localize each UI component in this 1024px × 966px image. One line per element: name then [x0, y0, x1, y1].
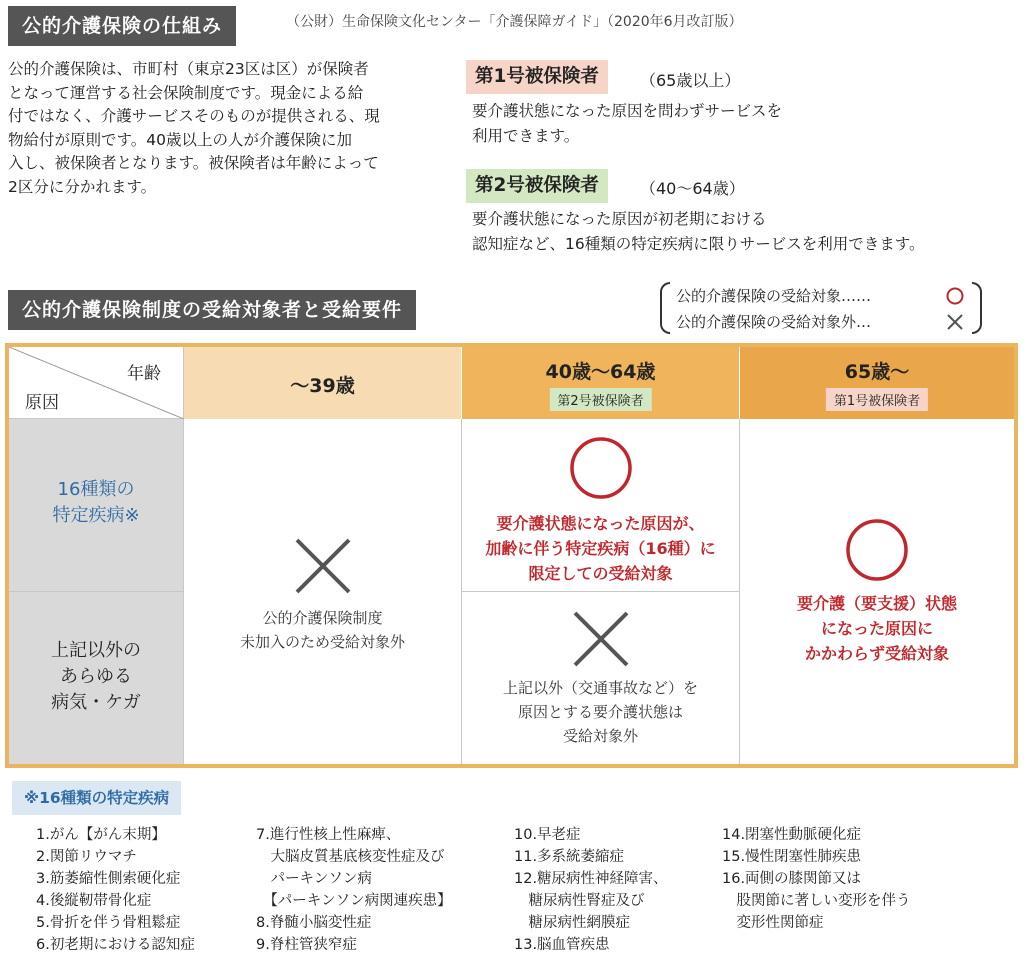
insured-type1-desc-line: 要介護状態になった原因を問わずサービスを: [472, 102, 783, 120]
disease-item: パーキンソン病: [256, 871, 372, 887]
cell-line: 加齢に伴う特定疾病（16種）に: [485, 539, 716, 558]
disease-item: 13.脳血管疾患: [514, 937, 610, 953]
circle-icon: [946, 287, 964, 305]
legend-not-covered-label: 公的介護保険の受給対象外…: [676, 313, 872, 331]
specified-diseases-title: ※16種類の特定疾病: [12, 781, 181, 815]
insured-type1-badge: 第1号被保険者: [826, 388, 928, 411]
disease-item: 12.糖尿病性神経障害、: [514, 871, 668, 887]
insured-type1-desc: [472, 99, 782, 149]
disease-item: 7.進行性核上性麻痺、: [256, 827, 401, 843]
cell-under39-text: [184, 606, 461, 654]
disease-item: 5.骨折を伴う骨粗鬆症: [36, 915, 181, 931]
cell-65-plus: [740, 419, 1014, 764]
cross-icon: [294, 537, 352, 595]
col-header-40-64: [462, 347, 740, 419]
cell-line: になった原因に: [820, 619, 933, 638]
legend-covered-label: 公的介護保険の受給対象……: [676, 287, 872, 305]
corner-age-label: 年齢: [127, 364, 161, 384]
insured-type2-desc-line: 要介護状態になった原因が初老期における: [472, 210, 767, 228]
legend-bracket-left: [660, 282, 670, 334]
circle-icon: [568, 435, 634, 501]
cell-40-64-specified: [462, 419, 740, 592]
disease-item: 6.初老期における認知症: [36, 937, 195, 953]
col-header-65-plus-text: 65歳～: [844, 361, 910, 383]
cell-line: 未加入のため受給対象外: [239, 633, 405, 651]
insured-type2-desc-line: 認知症など、16種類の特定疾病に限りサービスを利用できます。: [472, 235, 925, 253]
row-header-specified-diseases: [9, 419, 184, 592]
disease-item: 【パーキンソン病関連疾患】: [256, 893, 452, 909]
row-header-line: 病気・ケガ: [51, 692, 141, 713]
intro-line: 付ではなく、介護サービスそのものが提供される、現: [8, 107, 380, 125]
cell-line: 原因とする要介護状態は: [517, 703, 683, 721]
disease-item: 10.早老症: [514, 827, 581, 843]
row-header-other-causes-text: [9, 638, 183, 716]
disease-item: 9.脊柱管狭窄症: [256, 937, 357, 953]
disease-item: 4.後縦靭帯骨化症: [36, 893, 152, 909]
cell-40-64-other: [462, 592, 740, 764]
intro-line: 公的介護保険は、市町村（東京23区は区）が保険者: [8, 60, 369, 78]
legend-bracket-right: [972, 282, 982, 334]
disease-item: 15.慢性閉塞性肺疾患: [722, 849, 862, 865]
insured-type2-age: （40～64歳）: [640, 179, 745, 198]
row-header-line: 特定疾病※: [52, 505, 140, 526]
cell-line: 公的介護保険制度: [262, 609, 383, 627]
diseases-column-1: [36, 824, 195, 956]
disease-item: 8.脊髄小脳変性症: [256, 915, 372, 931]
section-title-mechanism: 公的介護保険の仕組み: [8, 6, 236, 46]
table-corner-header: [9, 347, 184, 419]
disease-item: 3.筋萎縮性側索硬化症: [36, 871, 181, 887]
intro-line: 入し、被保険者となります。被保険者は年齢によって: [8, 154, 379, 172]
disease-item: 1.がん【がん末期】: [36, 827, 166, 843]
cell-line: 上記以外（交通事故など）を: [502, 679, 698, 697]
intro-paragraph: [8, 58, 440, 199]
disease-item: 14.閉塞性動脈硬化症: [722, 827, 862, 843]
cell-line: かかわらず受給対象: [804, 644, 949, 663]
col-header-65-plus: [740, 347, 1014, 419]
insured-type1-label: 第1号被保険者: [466, 60, 608, 94]
cross-icon: [572, 610, 630, 668]
section-title-eligibility: 公的介護保険制度の受給対象者と受給要件: [8, 290, 416, 330]
cell-40-64-specified-text: [462, 511, 739, 586]
cell-65-plus-text: [740, 591, 1014, 666]
cell-line: 受給対象外: [562, 727, 638, 745]
cell-line: 要介護（要支援）状態: [796, 594, 957, 613]
row-header-line: 16種類の: [57, 479, 135, 500]
cell-line: 限定しての受給対象: [528, 564, 673, 583]
row-header-line: あらゆる: [60, 666, 132, 687]
insured-type1-desc-line: 利用できます。: [472, 127, 580, 145]
insured-type2-desc: [472, 207, 925, 257]
col-header-under39: [184, 347, 462, 419]
legend: [660, 280, 982, 336]
cell-under39: [184, 419, 462, 764]
row-header-specified-diseases-text: [9, 477, 183, 529]
disease-item: 2.関節リウマチ: [36, 849, 137, 865]
eligibility-table: [5, 343, 1018, 768]
diseases-column-2: [256, 824, 452, 956]
diseases-column-3: [514, 824, 668, 956]
row-header-line: 上記以外の: [51, 640, 141, 661]
disease-item: 変形性関節症: [722, 915, 824, 931]
disease-item: 大脳皮質基底核変性症及び: [256, 849, 445, 865]
intro-line: 2区分に分かれます。: [8, 177, 157, 196]
source-citation: （公財）生命保険文化センター「介護保障ガイド」（2020年6月改訂版）: [286, 14, 743, 30]
diseases-column-4: [722, 824, 911, 934]
cell-line: 要介護状態になった原因が、: [496, 514, 705, 533]
row-header-other-causes: [9, 592, 184, 764]
disease-item: 糖尿病性網膜症: [514, 915, 630, 931]
disease-item: 糖尿病性腎症及び: [514, 893, 645, 909]
insured-type2-label: 第2号被保険者: [466, 169, 608, 203]
intro-line: 物給付が原則です。40歳以上の人が介護保険に加: [8, 130, 352, 149]
cross-icon: [946, 313, 964, 331]
col-header-40-64-text: 40歳～64歳: [545, 361, 656, 383]
corner-cause-label: 原因: [25, 393, 59, 413]
insured-type2-badge: 第2号被保険者: [549, 388, 651, 411]
disease-item: 股関節に著しい変形を伴う: [722, 893, 911, 909]
circle-icon: [844, 517, 910, 583]
cell-40-64-other-text: [462, 676, 739, 748]
insured-type1-age: （65歳以上）: [640, 71, 741, 90]
intro-line: となって運営する社会保険制度です。現金による給: [8, 83, 364, 102]
col-header-under39-text: ～39歳: [290, 375, 355, 397]
disease-item: 11.多系統萎縮症: [514, 849, 625, 865]
disease-item: 16.両側の膝関節又は: [722, 871, 862, 887]
